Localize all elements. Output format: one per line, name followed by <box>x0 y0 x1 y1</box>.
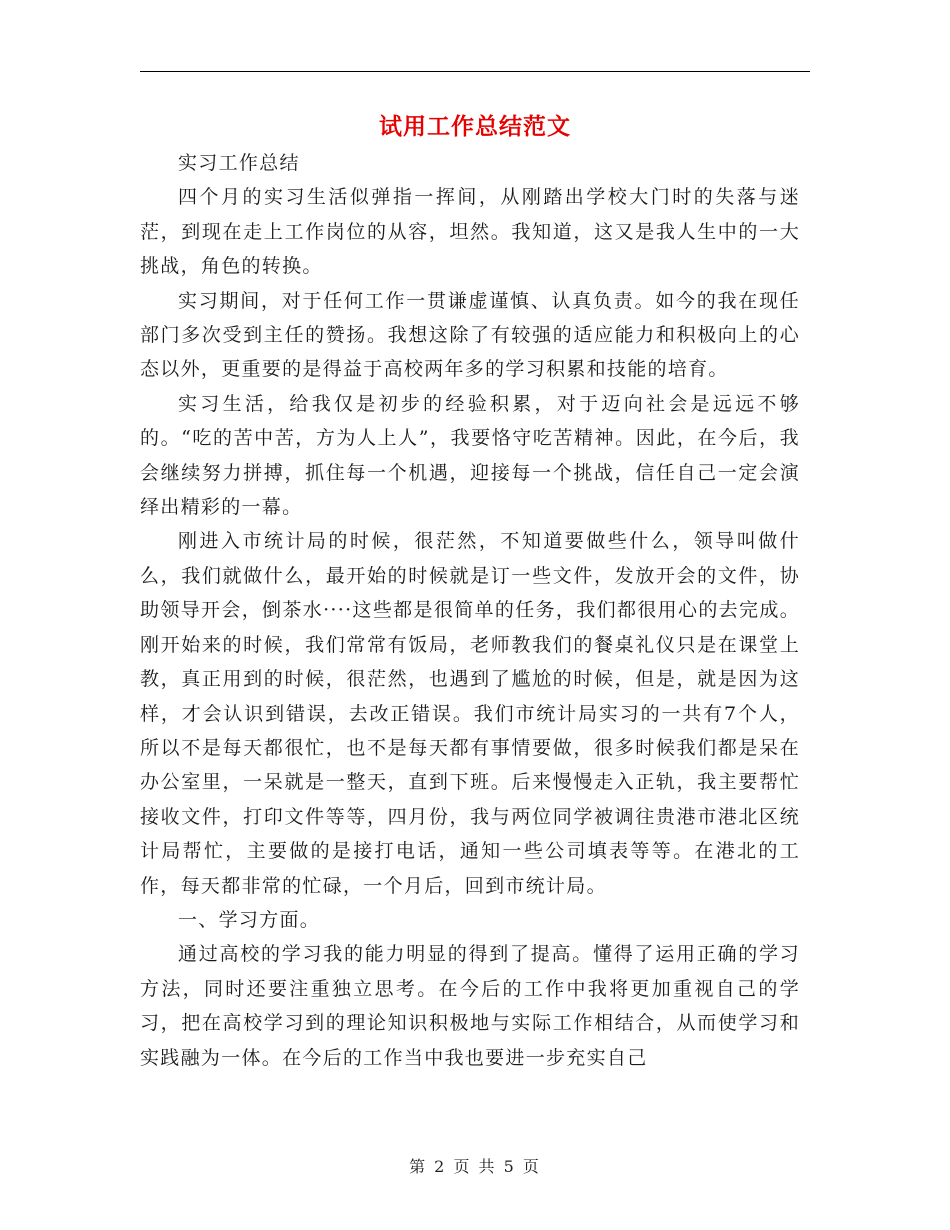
paragraph: 实习生活，给我仅是初步的经验积累，对于迈向社会是远远不够的。“吃的苦中苦，方为人上人”，我要恪守吃苦精神。因此，在今后，我会继续努力拼搏，抓住每一个机遇，迎接每一个挑战，信任自己一定会演绎出精彩的一幕。 <box>140 392 800 519</box>
paragraph-subtitle: 实习工作总结 <box>178 152 300 174</box>
header-rule <box>140 71 810 72</box>
paragraph: 通过高校的学习我的能力明显的得到了提高。懂得了运用正确的学习方法，同时还要注重独立思考。在今后的工作中我将更加重视自己的学习，把在高校学习到的理论知识积极地与实际工作相结合，从而使学习和实践融为一体。在今后的工作当中我也要进一步充实自己 <box>140 943 800 1069</box>
paragraph: 刚进入市统计局的时候，很茫然，不知道要做些什么，领导叫做什么，我们就做什么，最开始的时候就是订一些文件，发放开会的文件，协助领导开会，倒茶水····这些都是很简单的任务，我们都很用心的去完成。刚开始来的时候，我们常常有饭局，老师教我们的餐桌礼仪只是在课堂上教，真正用到的时候，很茫然，也遇到了尴尬的时候，但是，就是因为这样，才会认识到错误，去改正错误。我们市统计局实习的一共有7个人，所以不是每天都很忙，也不是每天都有事情要做，很多时候我们都是呆在办公室里，一呆就是一整天，直到下班。后来慢慢走入正轨，我主要帮忙接收文件，打印文件等等，四月份，我与两位同学被调往贵港市港北区统计局帮忙，主要做的是接打电话，通知一些公司填表等等。在港北的工作，每天都非常的忙碌，一个月后，回到市统计局。 <box>140 530 800 897</box>
page-number-footer: 第 2 页 共 5 页 <box>409 1157 541 1176</box>
document-body <box>140 146 800 1075</box>
paragraph: 实习期间，对于任何工作一贯谦虚谨慎、认真负责。如今的我在现任部门多次受到主任的赞扬。我想这除了有较强的适应能力和积极向上的心态以外，更重要的是得益于高校两年多的学习积累和技能的培育。 <box>140 289 800 381</box>
section-heading: 一、学习方面。 <box>178 908 321 931</box>
document-title: 试用工作总结范文 <box>379 114 571 140</box>
paragraph: 四个月的实习生活似弹指一挥间，从刚踏出学校大门时的失落与迷茫，到现在走上工作岗位的从容，坦然。我知道，这又是我人生中的一大挑战，角色的转换。 <box>140 186 800 278</box>
